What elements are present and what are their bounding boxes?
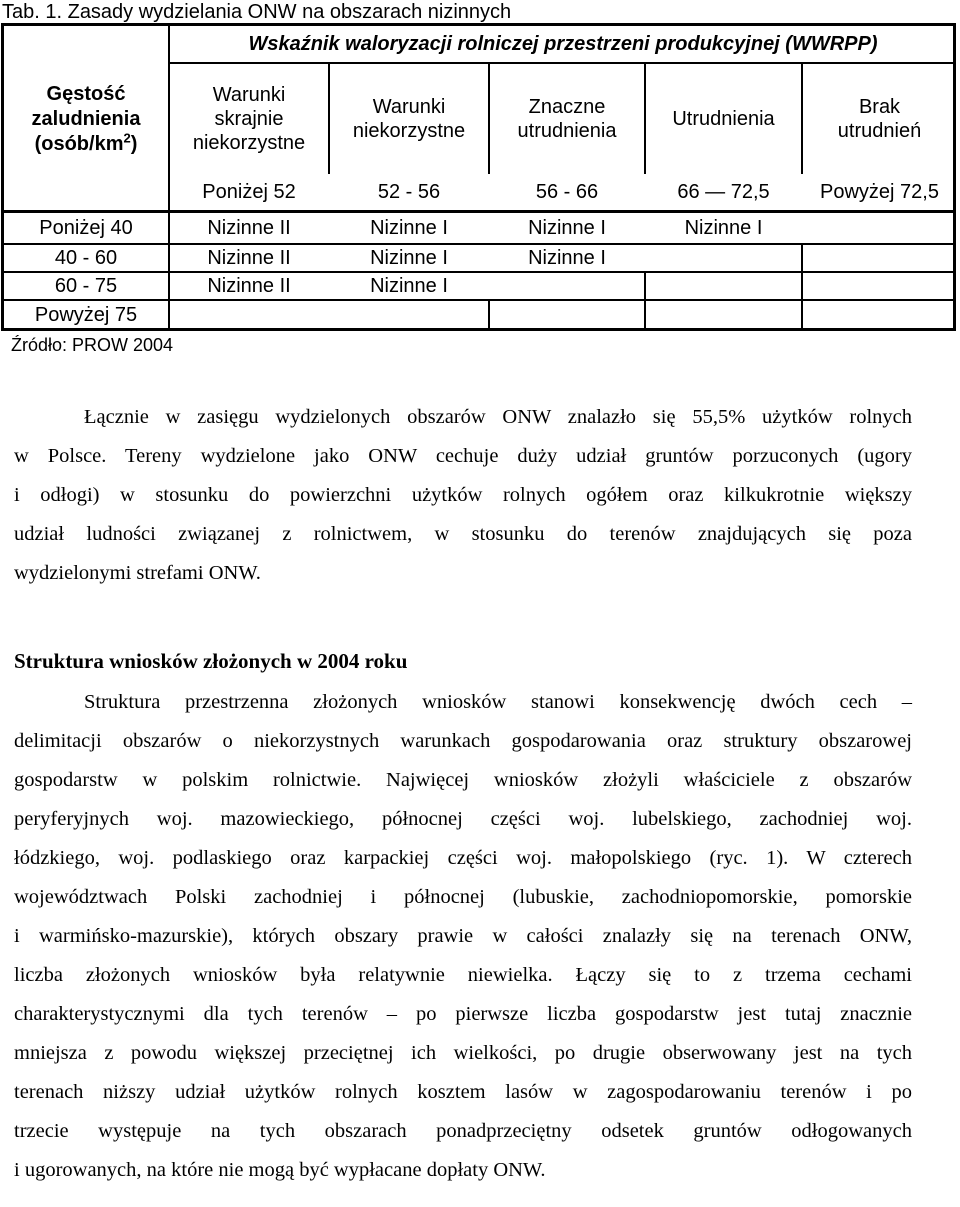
divider-body-col-5 bbox=[801, 243, 803, 328]
divider-body-col-3 bbox=[488, 299, 490, 328]
paragraph-2-line-9: charakterystycznymi dla tych terenów – po pierwsze liczba gospodarstw jest tutaj znacznie bbox=[14, 1003, 912, 1025]
paragraph-2-line-6: województwach Polski zachodniej i północnej (lubuskie, zachodniopomorskie, pomorskie bbox=[14, 886, 912, 908]
density-header-line-3: $(osób/km^2)$ bbox=[34, 129, 138, 155]
paragraph-1-line-1: Łącznie w zasięgu wydzielonych obszarów ONW znalazło się 55,5% użytków rolnych bbox=[84, 406, 912, 428]
paragraph-1-line-3: i odłogi) w stosunku do powierzchni użytków rolnych ogółem oraz kilkukrotnie większy bbox=[14, 484, 912, 506]
wwrpp-header: Wskaźnik waloryzacji rolniczej przestrzeni produkcyjnej (WWRPP) bbox=[248, 33, 878, 55]
range-2: 52 - 56 bbox=[377, 181, 441, 203]
source-note: Źródło: PROW 2004 bbox=[11, 335, 174, 355]
paragraph-1 bbox=[14, 398, 912, 593]
paragraph-2-line-3: gospodarstw w polskim rolnictwie. Najwięcej wniosków złożyli właściciele z obszarów bbox=[14, 769, 912, 791]
row-1-cell-2: Nizinne I bbox=[370, 217, 448, 239]
table-caption: Tab. 1. Zasady wydzielania ONW na obszarach nizinnych bbox=[2, 1, 512, 23]
paragraph-2-line-1: Struktura przestrzenna złożonych wniosków stanowi konsekwencję dwóch cech – bbox=[84, 691, 912, 713]
row-2-cell-3: Nizinne I bbox=[528, 247, 606, 269]
row-1-density: Poniżej 40 bbox=[39, 217, 133, 239]
paragraph-1-line-4: udział ludności związanej z rolnictwem, w stosunku do terenów znajdujących się poza bbox=[14, 523, 912, 545]
range-4: 66 — 72,5 bbox=[677, 181, 770, 203]
row-2-density: 40 - 60 bbox=[54, 247, 118, 269]
density-header-line-1: Gęstość bbox=[46, 82, 126, 105]
category-header-1: Warunki skrajnie niekorzystne bbox=[192, 84, 306, 154]
category-header-4: Utrudnienia bbox=[672, 108, 775, 130]
row-1-cell-3: Nizinne I bbox=[528, 217, 606, 239]
divider-body-col-4 bbox=[644, 271, 646, 328]
row-2-cell-1: Nizinne II bbox=[207, 247, 291, 269]
density-header-superscript: 2 bbox=[123, 129, 131, 145]
paragraph-2 bbox=[14, 683, 912, 1190]
paragraph-2-line-13: i ugorowanych, na które nie mogą być wypłacane dopłaty ONW. bbox=[14, 1159, 546, 1181]
row-3-density: 60 - 75 bbox=[54, 275, 118, 297]
category-header-3: Znaczne utrudnienia bbox=[517, 96, 617, 142]
paragraph-2-line-8: liczba złożonych wniosków była relatywnie niewielka. Łączy się to z trzema cechami bbox=[14, 964, 912, 986]
row-1-cell-4: Nizinne I bbox=[684, 217, 763, 239]
paragraph-2-line-10: mniejsza z powodu większej przeciętnej ich wielkości, po drugie obserwowany jest na tych bbox=[14, 1042, 912, 1064]
paragraph-2-line-5: łódzkiego, woj. podlaskiego oraz karpackiej części woj. małopolskiego (ryc. 1). W czterech bbox=[14, 847, 912, 869]
category-header-5: Brak utrudnień bbox=[837, 96, 922, 142]
row-3-cell-2: Nizinne I bbox=[370, 275, 448, 297]
range-1: Poniżej 52 bbox=[202, 181, 296, 203]
row-4-density: Powyżej 75 bbox=[34, 303, 138, 326]
row-1-cell-1: Nizinne II bbox=[207, 217, 291, 239]
paragraph-2-line-7: i warmińsko-mazurskie), których obszary prawie w całości znalazły się na terenach ONW, bbox=[14, 925, 912, 947]
paragraph-2-line-12: trzecie występuje na tych obszarach ponadprzeciętny odsetek gruntów odłogowanych bbox=[14, 1120, 912, 1142]
section-heading: Struktura wniosków złożonych w 2004 roku bbox=[14, 649, 408, 673]
paragraph-2-line-4: peryferyjnych woj. mazowieckiego, północnej części woj. lubelskiego, zachodniej woj. bbox=[14, 808, 912, 830]
paragraph-2-line-2: delimitacji obszarów o niekorzystnych warunkach gospodarowania oraz struktury obszarowej bbox=[14, 730, 912, 752]
range-3: 56 - 66 bbox=[535, 181, 599, 203]
paragraph-1-line-5: wydzielonymi strefami ONW. bbox=[14, 562, 261, 584]
row-2-cell-2: Nizinne I bbox=[370, 247, 448, 269]
category-header-2: Warunki niekorzystne bbox=[352, 96, 466, 142]
paragraph-2-line-11: terenach niższy udział użytków rolnych kosztem lasów w zagospodarowaniu terenów i po bbox=[14, 1081, 912, 1103]
density-header bbox=[4, 64, 168, 174]
density-header-line-2: zaludnienia bbox=[31, 107, 141, 130]
range-5: Powyżej 72,5 bbox=[820, 181, 939, 203]
onw-table bbox=[1, 23, 956, 331]
row-3-cell-1: Nizinne II bbox=[207, 275, 291, 297]
paragraph-1-line-2: w Polsce. Tereny wydzielone jako ONW cechuje duży udział gruntów porzuconych (ugory bbox=[14, 445, 912, 467]
